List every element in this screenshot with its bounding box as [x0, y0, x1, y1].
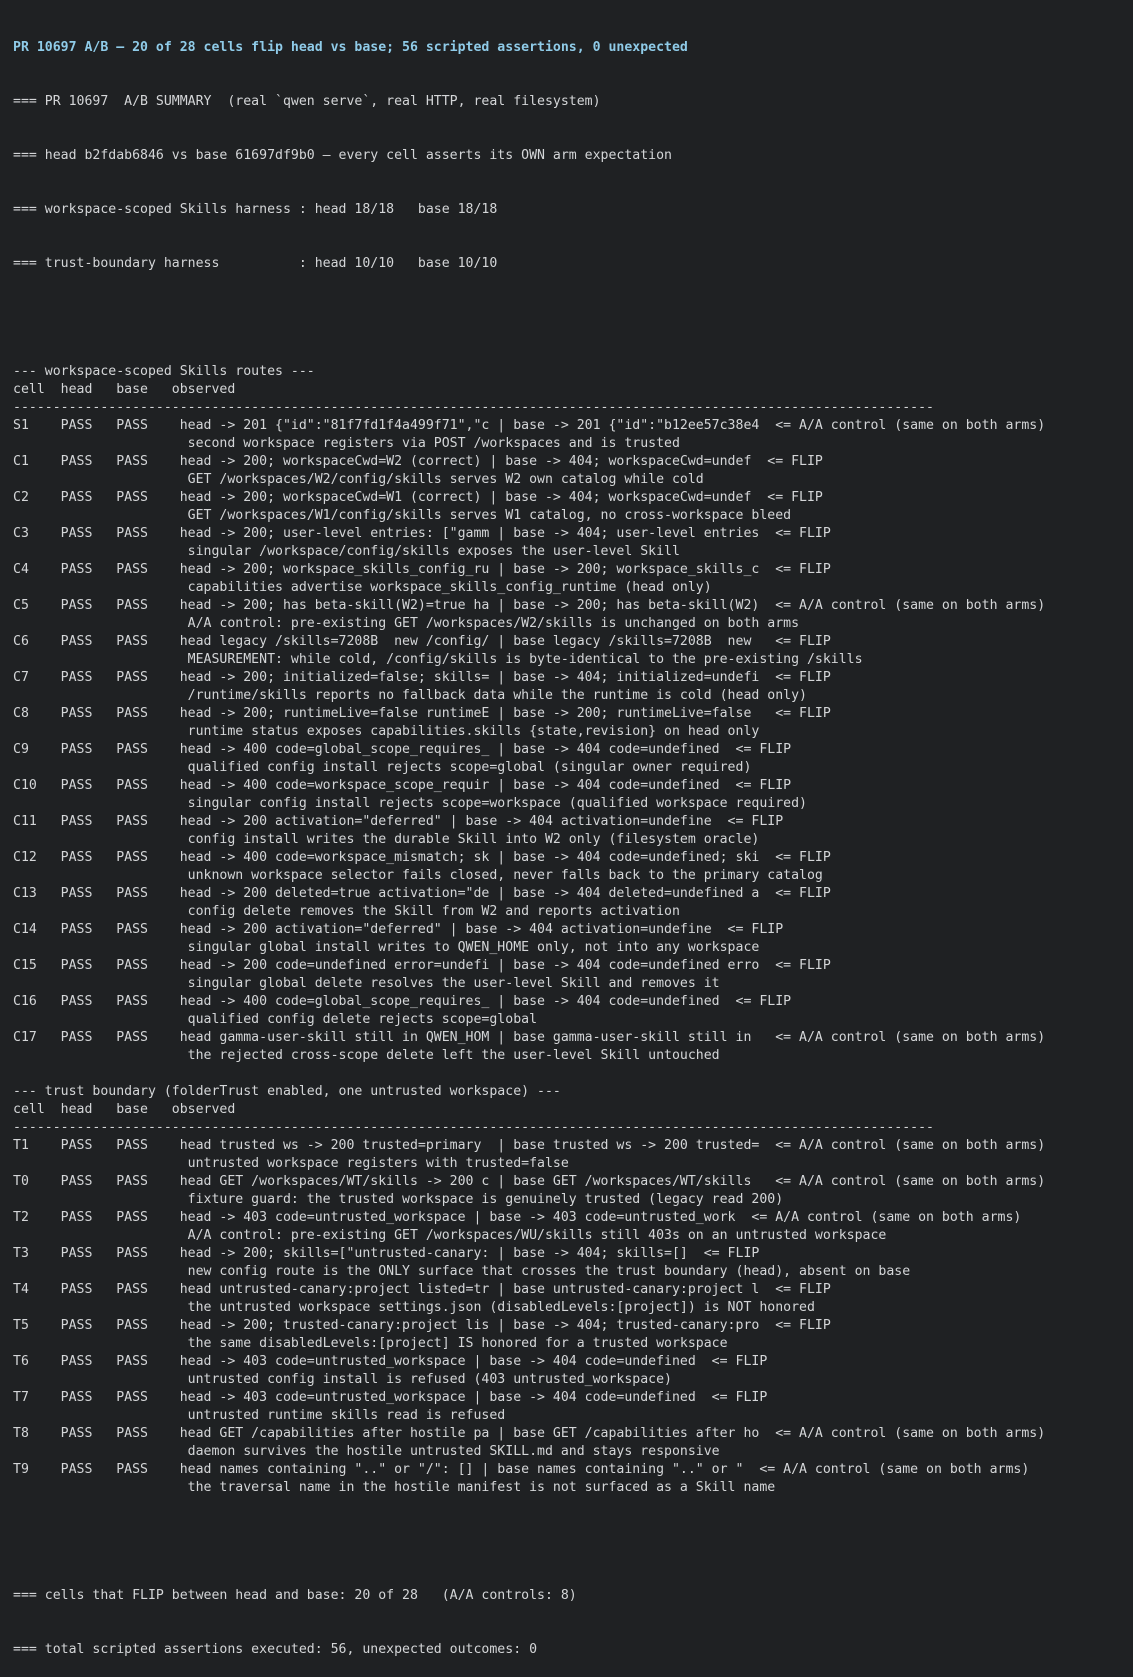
- table-row: C4 PASS PASS head -> 200; workspace_skills_config_ru | base -> 200; workspace_skills_c <= FLIP: [13, 562, 831, 577]
- table-row-note: config install writes the durable Skill into W2 only (filesystem oracle): [13, 832, 760, 847]
- table-row-note: qualified config install rejects scope=global (singular owner required): [13, 760, 752, 775]
- footer-line: === total scripted assertions executed: 56, unexpected outcomes: 0: [13, 1642, 538, 1657]
- table-row-note: new config route is the ONLY surface that crosses the trust boundary (head), absent on base: [13, 1264, 911, 1279]
- table-row-note: untrusted runtime skills read is refused: [13, 1408, 506, 1423]
- column-header: cell head base observed: [13, 382, 236, 397]
- table-row: T2 PASS PASS head -> 403 code=untrusted_workspace | base -> 403 code=untrusted_work <= A/A control (same on both arms): [13, 1210, 1022, 1225]
- table-row: S1 PASS PASS head -> 201 {"id":"81f7fd1f4a499f71","c | base -> 201 {"id":"b12ee57c38e4 <= A/A control (same on both arms): [13, 418, 1046, 433]
- table-row-note: second workspace registers via POST /workspaces and is trusted: [13, 436, 680, 451]
- table-rule: --------------------------------------------------------------------------------------------------------------------: [13, 1120, 934, 1135]
- sections-container: [13, 363, 1133, 1497]
- table-row-note: untrusted workspace registers with trusted=false: [13, 1156, 569, 1171]
- blank-line: [13, 1533, 1133, 1551]
- table-rule: --------------------------------------------------------------------------------------------------------------------: [13, 400, 934, 415]
- section-heading: --- trust boundary (folderTrust enabled, one untrusted workspace) ---: [13, 1084, 561, 1099]
- table-row-note: singular config install rejects scope=workspace (qualified workspace required): [13, 796, 807, 811]
- table-row-note: config delete removes the Skill from W2 and reports activation: [13, 904, 680, 919]
- table-row: C3 PASS PASS head -> 200; user-level entries: ["gamm | base -> 404; user-level entries <= FLIP: [13, 526, 831, 541]
- table-row-note: A/A control: pre-existing GET /workspaces/W2/skills is unchanged on both arms: [13, 616, 800, 631]
- table-row: T8 PASS PASS head GET /capabilities after hostile pa | base GET /capabilities after ho <= A/A control (same on both arms): [13, 1426, 1046, 1441]
- table-row: C2 PASS PASS head -> 200; workspaceCwd=W1 (correct) | base -> 404; workspaceCwd=undef <= FLIP: [13, 490, 823, 505]
- table-row: T6 PASS PASS head -> 403 code=untrusted_workspace | base -> 404 code=undefined <= FLIP: [13, 1354, 768, 1369]
- table-row: T5 PASS PASS head -> 200; trusted-canary:project lis | base -> 404; trusted-canary:pro <= FLIP: [13, 1318, 831, 1333]
- table-row-note: unknown workspace selector fails closed, never falls back to the primary catalog: [13, 868, 823, 883]
- table-row-note: MEASUREMENT: while cold, /config/skills is byte-identical to the pre-existing /skills: [13, 652, 863, 667]
- summary-line: === PR 10697 A/B SUMMARY (real `qwen serve`, real HTTP, real filesystem): [13, 94, 601, 109]
- report-title: PR 10697 A/B — 20 of 28 cells flip head vs base; 56 scripted assertions, 0 unexpected: [13, 40, 688, 55]
- table-row: C13 PASS PASS head -> 200 deleted=true activation="de | base -> 404 deleted=undefined a <= FLIP: [13, 886, 831, 901]
- table-row-note: singular /workspace/config/skills exposes the user-level Skill: [13, 544, 680, 559]
- table-row-note: untrusted config install is refused (403 untrusted_workspace): [13, 1372, 672, 1387]
- table-row: T4 PASS PASS head untrusted-canary:project listed=tr | base untrusted-canary:project l <= FLIP: [13, 1282, 831, 1297]
- table-row-note: runtime status exposes capabilities.skills {state,revision} on head only: [13, 724, 760, 739]
- table-row: C9 PASS PASS head -> 400 code=global_scope_requires_ | base -> 404 code=undefined <= FLIP: [13, 742, 792, 757]
- table-row: C14 PASS PASS head -> 200 activation="deferred" | base -> 404 activation=undefine <= FLIP: [13, 922, 784, 937]
- table-row-note: singular global delete resolves the user-level Skill and removes it: [13, 976, 720, 991]
- table-row: T7 PASS PASS head -> 403 code=untrusted_workspace | base -> 404 code=undefined <= FLIP: [13, 1390, 768, 1405]
- table-row: C10 PASS PASS head -> 400 code=workspace_scope_requir | base -> 404 code=undefined <= FLIP: [13, 778, 792, 793]
- table-row: C12 PASS PASS head -> 400 code=workspace_mismatch; sk | base -> 404 code=undefined; ski <= FLIP: [13, 850, 831, 865]
- table-row-note: capabilities advertise workspace_skills_config_runtime (head only): [13, 580, 712, 595]
- summary-line: === trust-boundary harness : head 10/10 base 10/10: [13, 256, 498, 271]
- table-row-note: /runtime/skills reports no fallback data while the runtime is cold (head only): [13, 688, 807, 703]
- blank-line: [13, 309, 1133, 327]
- blank-line: [13, 1065, 1133, 1083]
- table-row: T1 PASS PASS head trusted ws -> 200 trusted=primary | base trusted ws -> 200 trusted= <= A/A control (same on both arms): [13, 1138, 1046, 1153]
- table-row: T9 PASS PASS head names containing ".." or "/": [] | base names containing ".." or " <= A/A control (same on both arms): [13, 1462, 1030, 1477]
- table-row: C8 PASS PASS head -> 200; runtimeLive=false runtimeE | base -> 200; runtimeLive=false <= FLIP: [13, 706, 831, 721]
- table-row: C6 PASS PASS head legacy /skills=7208B new /config/ | base legacy /skills=7208B new <= FLIP: [13, 634, 831, 649]
- footer-line: === cells that FLIP between head and base: 20 of 28 (A/A controls: 8): [13, 1588, 577, 1603]
- table-row: C15 PASS PASS head -> 200 code=undefined error=undefi | base -> 404 code=undefined erro <= FLIP: [13, 958, 831, 973]
- table-row-note: GET /workspaces/W2/config/skills serves W2 own catalog while cold: [13, 472, 704, 487]
- table-row: T3 PASS PASS head -> 200; skills=["untrusted-canary: | base -> 404; skills=[] <= FLIP: [13, 1246, 760, 1261]
- table-row-note: qualified config delete rejects scope=global: [13, 1012, 538, 1027]
- table-row-note: the untrusted workspace settings.json (disabledLevels:[project]) is NOT honored: [13, 1300, 815, 1315]
- table-row-note: the rejected cross-scope delete left the user-level Skill untouched: [13, 1048, 720, 1063]
- table-row-note: daemon survives the hostile untrusted SKILL.md and stays responsive: [13, 1444, 720, 1459]
- table-row-note: singular global install writes to QWEN_HOME only, not into any workspace: [13, 940, 760, 955]
- column-header: cell head base observed: [13, 1102, 236, 1117]
- table-row: C5 PASS PASS head -> 200; has beta-skill(W2)=true ha | base -> 200; has beta-skill(W2) <= A/A control (same on both arms): [13, 598, 1046, 613]
- table-row: C17 PASS PASS head gamma-user-skill still in QWEN_HOM | base gamma-user-skill still in <= A/A control (same on both arms): [13, 1030, 1046, 1045]
- table-row-note: the same disabledLevels:[project] IS honored for a trusted workspace: [13, 1336, 728, 1351]
- table-row: T0 PASS PASS head GET /workspaces/WT/skills -> 200 c | base GET /workspaces/WT/skills <= A/A control (same on both arms): [13, 1174, 1046, 1189]
- table-row: C11 PASS PASS head -> 200 activation="deferred" | base -> 404 activation=undefine <= FLIP: [13, 814, 784, 829]
- table-row: C16 PASS PASS head -> 400 code=global_scope_requires_ | base -> 404 code=undefined <= FLIP: [13, 994, 792, 1009]
- table-row-note: A/A control: pre-existing GET /workspaces/WU/skills still 403s on an untrusted workspace: [13, 1228, 887, 1243]
- table-row: C1 PASS PASS head -> 200; workspaceCwd=W2 (correct) | base -> 404; workspaceCwd=undef <= FLIP: [13, 454, 823, 469]
- table-row-note: fixture guard: the trusted workspace is genuinely trusted (legacy read 200): [13, 1192, 784, 1207]
- table-row: C7 PASS PASS head -> 200; initialized=false; skills= | base -> 404; initialized=undefi <= FLIP: [13, 670, 831, 685]
- table-row-note: GET /workspaces/W1/config/skills serves W1 catalog, no cross-workspace bleed: [13, 508, 792, 523]
- summary-line: === workspace-scoped Skills harness : head 18/18 base 18/18: [13, 202, 498, 217]
- table-row-note: the traversal name in the hostile manifest is not surfaced as a Skill name: [13, 1480, 776, 1495]
- summary-line: === head b2fdab6846 vs base 61697df9b0 — every cell asserts its OWN arm expectation: [13, 148, 672, 163]
- section-heading: --- workspace-scoped Skills routes ---: [13, 364, 315, 379]
